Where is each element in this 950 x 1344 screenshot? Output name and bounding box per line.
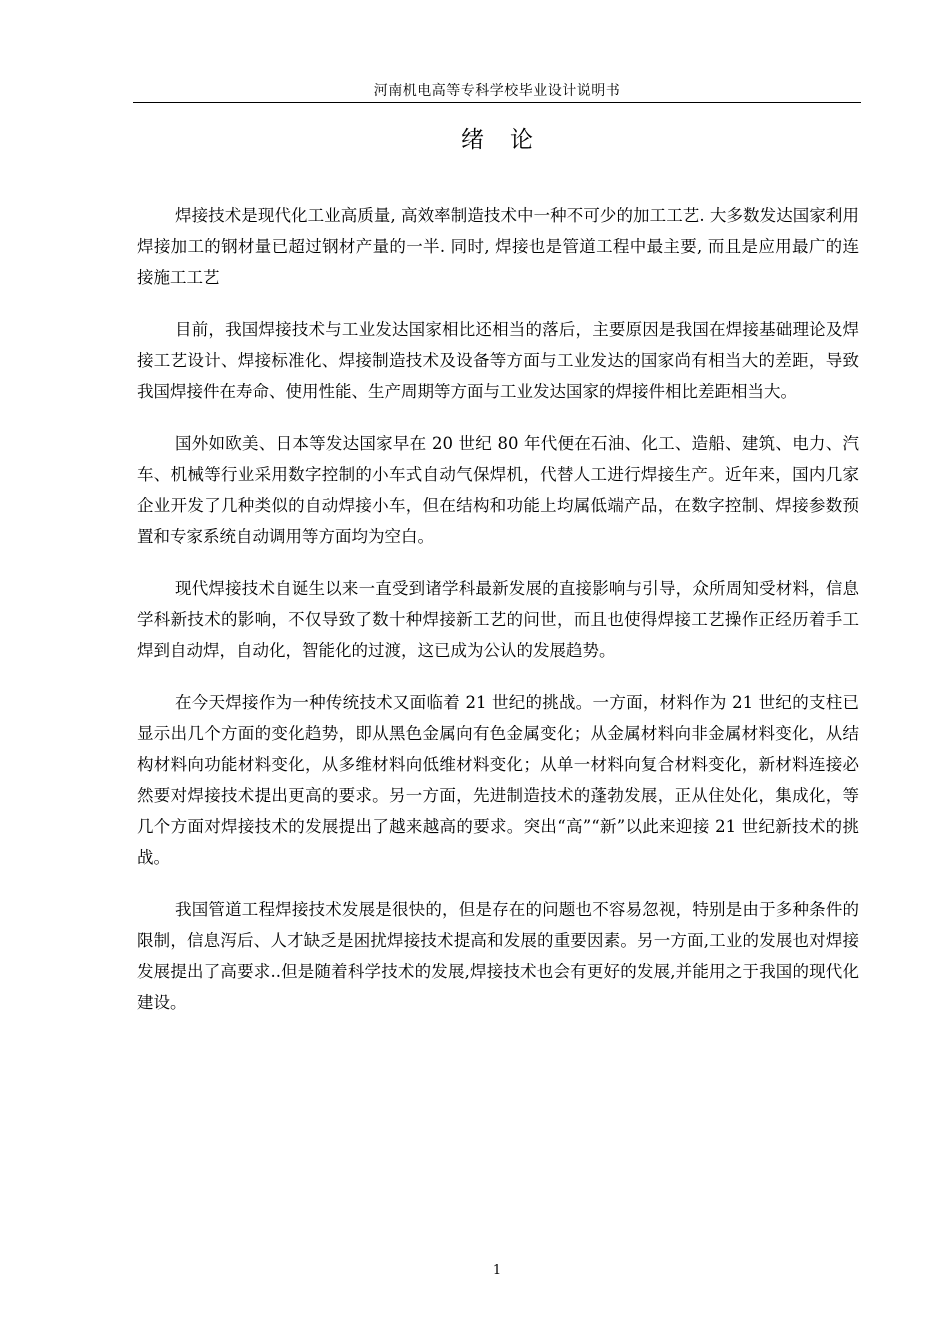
section-heading: 绪论 [461,127,559,153]
page-number: 1 [492,1263,502,1278]
paragraph-2: 目前，我国焊接技术与工业发达国家相比还相当的落后，主要原因是我国在焊接基础理论及焊接工艺设计、焊接标准化、焊接制造技术及设备等方面与工业发达的国家尚有相当大的差距，导致我国焊接件在寿命、使用性能、生产周期等方面与工业发达国家的焊接件相比差距相当大。 [137,320,859,401]
paragraph-3: 国外如欧美、日本等发达国家早在 20 世纪 80 年代便在石油、化工、造船、建筑、电力、汽车、机械等行业采用数字控制的小车式自动气保焊机，代替人工进行焊接生产。近年来，国内几家企业开发了几种类似的自动焊接小车，但在结构和功能上均属低端产品，在数字控制、焊接参数预置和专家系统自动调用等方面均为空白。 [137,434,859,546]
running-header: 河南机电高等专科学校毕业设计说明书 [373,83,621,99]
paragraph-4: 现代焊接技术自诞生以来一直受到诸学科最新发展的直接影响与引导，众所周知受材料，信息学科新技术的影响，不仅导致了数十种焊接新工艺的问世，而且也使得焊接工艺操作正经历着手工焊到自动焊，自动化，智能化的过渡，这已成为公认的发展趋势。 [137,579,859,660]
paragraph-1: 焊接技术是现代化工业高质量, 高效率制造技术中一种不可少的加工工艺. 大多数发达国家利用焊接加工的钢材量已超过钢材产量的一半. 同时, 焊接也是管道工程中最主要, 而且是应用最广的连接施工工艺 [137,206,859,287]
body-text [137,200,859,1039]
paragraph-5: 在今天焊接作为一种传统技术又面临着 21 世纪的挑战。一方面，材料作为 21 世纪的支柱已显示出几个方面的变化趋势，即从黑色金属向有色金属变化；从金属材料向非金属材料变化，从结构材料向功能材料变化，从多维材料向低维材料变化；从单一材料向复合材料变化，新材料连接必然要对焊接技术提出更高的要求。另一方面，先进制造技术的蓬勃发展，正从住处化，集成化，等几个方面对焊接技术的发展提出了越来越高的要求。突出“高”“新”以此来迎接 21 世纪新技术的挑战。 [137,693,859,867]
header-rule [133,102,861,103]
paragraph-6: 我国管道工程焊接技术发展是很快的，但是存在的问题也不容易忽视，特别是由于多种条件的限制，信息泻后、人才缺乏是困扰焊接技术提高和发展的重要因素。另一方面,工业的发展也对焊接发展提出了高要求..但是随着科学技术的发展,焊接技术也会有更好的发展,并能用之于我国的现代化建设。 [137,900,859,1012]
